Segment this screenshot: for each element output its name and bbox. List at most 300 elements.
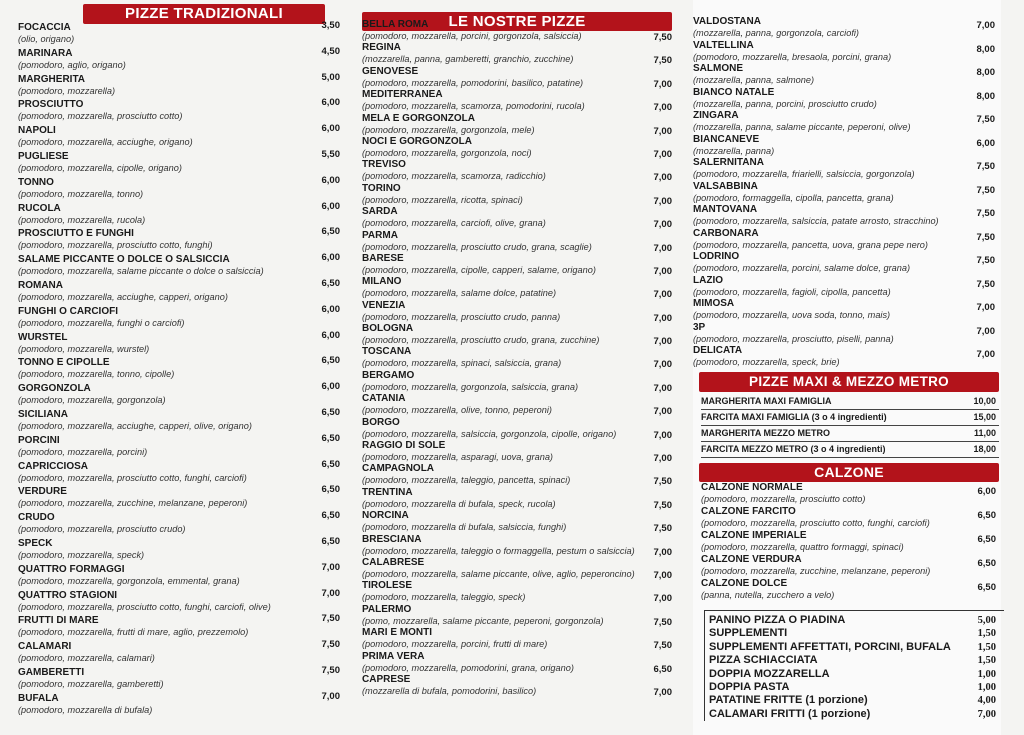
item-name: NOCI E GORGONZOLA — [362, 135, 472, 147]
extra-item — [709, 708, 1004, 721]
item-ingredients: (pomodoro, mozzarella, calamari) — [18, 653, 155, 664]
menu-item — [362, 627, 684, 650]
item-ingredients: (pomodoro, mozzarella, pomodorini, basilico, patatine) — [362, 77, 584, 88]
item-name: TREVISO — [362, 159, 406, 171]
item-ingredients: (pomodoro, mozzarella, porcini, frutti di mare) — [362, 639, 548, 650]
item-ingredients: (pomodoro, mozzarella, friarielli, salsiccia, gorgonzola) — [693, 169, 915, 179]
item-price: 6,50 — [321, 510, 340, 522]
menu-item — [18, 228, 340, 254]
item-price: 1,00 — [977, 682, 996, 694]
item-ingredients: (mozzarella, panna, porcini, prosciutto crudo) — [693, 98, 877, 109]
item-name: SICILIANA — [18, 408, 68, 420]
item-price: 7,00 — [653, 125, 672, 137]
menu-item — [18, 277, 340, 306]
item-ingredients: (pomodoro, mozzarella, prosciutto crudo) — [18, 524, 186, 535]
item-name: VALTELLINA — [693, 39, 754, 51]
item-name: DELICATA — [693, 345, 743, 356]
item-ingredients: (mozzarella, panna, salame piccante, peperoni, olive) — [693, 122, 911, 132]
item-price: 7,50 — [976, 114, 995, 125]
item-ingredients: (pomodoro, mozzarella, spinaci, salsiccia, grana) — [362, 358, 562, 369]
item-name: RUCOLA — [18, 202, 61, 214]
item-ingredients: (pomodoro, mozzarella, pancetta, uova, grana pepe nero) — [693, 239, 928, 250]
item-name: DOPPIA MOZZARELLA — [709, 667, 830, 680]
menu-item — [701, 578, 999, 602]
item-price: 7,00 — [653, 265, 672, 277]
item-ingredients: (pomodoro, mozzarella, gamberetti) — [18, 678, 164, 689]
item-ingredients: (pomodoro, mozzarella, prosciutto crudo, panna) — [362, 311, 561, 322]
item-name: TONNO E CIPOLLE — [18, 357, 110, 369]
menu-item — [693, 204, 1001, 228]
menu-item — [362, 66, 684, 89]
item-price: 6,50 — [321, 277, 340, 289]
item-name: CALZONE IMPERIALE — [701, 530, 807, 541]
item-ingredients: (pomodoro, mozzarella, zucchine, melanzane, peperoni) — [18, 498, 248, 509]
item-name: GAMBERETTI — [18, 666, 85, 678]
extra-item — [709, 668, 1004, 681]
item-price: 7,00 — [653, 593, 672, 605]
menu-item — [362, 487, 684, 510]
item-price: 7,50 — [653, 32, 672, 43]
item-price: 7,00 — [653, 336, 672, 348]
item-name: CALABRESE — [362, 556, 425, 568]
menu-item — [701, 506, 999, 530]
menu-item — [18, 664, 340, 693]
item-name: BIANCANEVE — [693, 133, 760, 145]
item-price: 7,00 — [321, 690, 340, 702]
item-name: CARBONARA — [693, 227, 759, 239]
item-ingredients: (pomodoro, mozzarella, gorgonzola, mele) — [362, 124, 535, 135]
item-ingredients: (pomodoro, mozzarella, olive, tonno, peperoni) — [362, 405, 552, 416]
item-ingredients: (pomodoro, mozzarella, wurstel) — [18, 343, 150, 354]
item-name: VENEZIA — [362, 299, 406, 311]
item-name: PATATINE FRITTE (1 porzione) — [709, 694, 868, 707]
menu-item — [693, 134, 1001, 158]
item-name: QUATTRO FORMAGGI — [18, 563, 125, 575]
item-ingredients: (pomodoro, mozzarella, rucola) — [18, 214, 146, 225]
section-title-maxi: PIZZE MAXI & MEZZO METRO — [699, 372, 999, 392]
item-name: CATANIA — [362, 393, 406, 405]
item-name: MARGHERITA MAXI FAMIGLIA — [701, 396, 832, 406]
item-ingredients: (pomodoro, mozzarella, acciughe, origano) — [18, 137, 193, 148]
item-price: 15,00 — [973, 412, 996, 422]
item-name: MANTOVANA — [693, 204, 758, 215]
item-ingredients: (pomo, mozzarella, salame piccante, peperoni, gorgonzola) — [362, 615, 604, 626]
item-price: 6,50 — [977, 582, 996, 593]
item-name: DOPPIA PASTA — [709, 681, 790, 694]
item-name: TRENTINA — [362, 486, 413, 498]
item-name: SUPPLEMENTI — [709, 627, 788, 640]
menu-item — [18, 406, 340, 435]
item-name: BARESE — [362, 252, 404, 264]
item-ingredients: (pomodoro, mozzarella di bufala, salsiccia, funghi) — [362, 522, 567, 533]
menu-item — [18, 486, 340, 512]
menu-item — [18, 458, 340, 487]
menu-item — [701, 554, 999, 578]
item-price: 3,50 — [321, 20, 340, 31]
item-name: TOSCANA — [362, 346, 412, 358]
item-ingredients: (pomodoro, mozzarella, carciofi, olive, grana) — [362, 218, 546, 229]
item-price: 6,50 — [321, 355, 340, 367]
item-ingredients: (pomodoro, mozzarella, uova soda, tonno, mais) — [693, 310, 891, 320]
extra-item — [709, 681, 1004, 694]
menu-item — [362, 206, 684, 229]
item-ingredients: (pomodoro, mozzarella, porcini, gorgonzola, salsiccia) — [362, 31, 582, 41]
item-ingredients: (pomodoro, mozzarella, fagioli, cipolla, pancetta) — [693, 286, 891, 297]
menu-item — [18, 125, 340, 151]
item-price: 7,50 — [321, 613, 340, 625]
item-price: 1,50 — [977, 641, 996, 653]
item-price: 7,50 — [976, 278, 995, 290]
menu-item — [693, 16, 1001, 40]
maxi-item — [701, 410, 999, 426]
item-ingredients: (pomodoro, mozzarella, funghi o carciofi) — [18, 317, 185, 328]
item-price: 18,00 — [973, 444, 996, 454]
section-title-tradizionali: PIZZE TRADIZIONALI — [83, 4, 325, 24]
item-name: BORGO — [362, 416, 400, 428]
item-ingredients: (pomodoro, mozzarella, taleggio, speck) — [362, 592, 526, 603]
menu-item — [362, 534, 684, 557]
item-price: 7,00 — [653, 382, 672, 394]
item-price: 6,00 — [321, 97, 340, 109]
item-ingredients: (mozzarella, panna, salmone) — [693, 75, 815, 85]
item-ingredients: (pomodoro, mozzarella, salame dolce, patatine) — [362, 288, 557, 299]
item-price: 7,50 — [653, 476, 672, 488]
item-price: 7,00 — [976, 20, 995, 31]
menu-item — [362, 113, 684, 136]
item-price: 6,50 — [977, 510, 996, 521]
menu-item — [18, 561, 340, 590]
item-name: FARCITA MAXI FAMIGLIA (3 o 4 ingredienti) — [701, 412, 887, 422]
menu-item — [362, 440, 684, 463]
menu-item — [362, 651, 684, 674]
item-price: 7,00 — [653, 102, 672, 114]
menu-item — [362, 580, 684, 603]
item-name: BUFALA — [18, 692, 59, 704]
item-ingredients: (olio, origano) — [18, 34, 75, 44]
extra-item — [709, 641, 1004, 654]
item-ingredients: (pomodoro, mozzarella, gorgonzola, noci) — [362, 147, 532, 158]
item-ingredients: (pomodoro, mozzarella, prosciutto, piselli, panna) — [693, 333, 894, 344]
menu-item — [362, 19, 684, 42]
item-name: PROSCIUTTO E FUNGHI — [18, 228, 134, 240]
item-price: 1,00 — [977, 668, 996, 680]
item-ingredients: (pomodoro, mozzarella, salsiccia, gorgonzola, cipolle, origano) — [362, 428, 617, 439]
item-name: CALAMARI — [18, 641, 72, 653]
item-price: 7,50 — [653, 616, 672, 628]
item-name: CALZONE DOLCE — [701, 578, 788, 589]
item-price: 7,50 — [976, 161, 995, 172]
extra-item — [709, 627, 1004, 640]
item-ingredients: (pomodoro, mozzarella, bresaola, porcini, grana) — [693, 51, 892, 62]
item-price: 7,50 — [321, 664, 340, 676]
item-name: MARGHERITA — [18, 73, 86, 85]
menu-item — [18, 148, 340, 177]
menu-item — [693, 181, 1001, 205]
item-price: 5,00 — [977, 615, 996, 626]
item-name: CALZONE NORMALE — [701, 482, 803, 493]
item-ingredients: (pomodoro, mozzarella, prosciutto crudo, grana, scaglie) — [362, 241, 592, 252]
menu-item — [362, 230, 684, 253]
item-ingredients: (pomodoro, mozzarella) — [18, 85, 116, 96]
item-price: 6,00 — [977, 486, 996, 497]
item-price: 6,50 — [321, 226, 340, 238]
menu-item — [18, 615, 340, 641]
item-name: CAPRESE — [362, 673, 411, 685]
menu-item — [18, 535, 340, 564]
item-name: BIANCO NATALE — [693, 86, 775, 98]
menu-list-calzone — [701, 482, 999, 602]
menu-item — [18, 254, 340, 280]
item-name: BOLOGNA — [362, 323, 414, 335]
item-price: 7,00 — [653, 172, 672, 184]
item-name: MIMOSA — [693, 298, 735, 309]
item-price: 1,50 — [977, 628, 996, 640]
menu-item — [18, 690, 340, 719]
item-name: FRUTTI DI MARE — [18, 615, 99, 627]
item-price: 8,00 — [976, 43, 995, 55]
item-name: CRUDO — [18, 512, 55, 524]
item-name: 3P — [693, 321, 706, 333]
menu-item — [18, 587, 340, 616]
item-ingredients: (pomodoro, mozzarella, prosciutto cotto, funghi) — [18, 240, 213, 251]
item-price: 6,50 — [653, 663, 672, 675]
item-ingredients: (pomodoro, mozzarella, zucchine, melanzane, peperoni) — [701, 566, 931, 576]
item-name: FARCITA MEZZO METRO (3 o 4 ingredienti) — [701, 444, 886, 454]
section-title-calzone: CALZONE — [699, 463, 999, 482]
item-ingredients: (pomodoro, mozzarella, gorgonzola, emmental, grana) — [18, 575, 240, 586]
item-ingredients: (pomodoro, mozzarella, prosciutto cotto, funghi, carciofi) — [18, 472, 247, 483]
item-ingredients: (mozzarella, panna) — [693, 145, 775, 156]
extra-item — [709, 654, 1004, 667]
menu-item — [693, 87, 1001, 111]
menu-item — [18, 174, 340, 203]
item-ingredients: (pomodoro, mozzarella di bufala, speck, rucola) — [362, 498, 556, 509]
menu-item — [18, 641, 340, 667]
maxi-item — [701, 394, 999, 410]
menu-item — [362, 323, 684, 346]
item-ingredients: (pomodoro, mozzarella, salsiccia, patate arrosto, stracchino) — [693, 216, 939, 226]
item-price: 7,00 — [653, 312, 672, 324]
menu-item — [18, 303, 340, 332]
menu-item — [362, 136, 684, 159]
item-ingredients: (pomodoro, mozzarella, cipolle, capperi, salame, origano) — [362, 264, 596, 275]
item-price: 6,00 — [321, 381, 340, 393]
menu-item — [18, 45, 340, 74]
menu-item — [362, 300, 684, 323]
item-ingredients: (mozzarella di bufala, pomodorini, basilico) — [362, 685, 537, 696]
item-name: CAMPAGNOLA — [362, 463, 435, 475]
item-ingredients: (pomodoro, formaggella, cipolla, pancetta, grana) — [693, 192, 894, 203]
item-name: MELA E GORGONZOLA — [362, 112, 475, 124]
item-price: 7,50 — [653, 55, 672, 67]
item-price: 6,00 — [321, 200, 340, 212]
menu-item — [362, 674, 684, 697]
item-price: 6,00 — [321, 329, 340, 341]
extra-item — [709, 694, 1004, 707]
item-ingredients: (pomodoro, mozzarella, gorgonzola, salsiccia, grana) — [362, 381, 579, 392]
item-name: SALMONE — [693, 63, 743, 74]
item-price: 6,50 — [321, 535, 340, 547]
item-name: PARMA — [362, 229, 398, 241]
item-price: 6,00 — [321, 123, 340, 135]
item-price: 4,00 — [977, 695, 996, 707]
menu-item — [362, 417, 684, 440]
column-specials — [693, 0, 1001, 735]
item-name: GENOVESE — [362, 65, 419, 77]
item-ingredients: (pomodoro, mozzarella, tonno, cipolle) — [18, 369, 175, 380]
item-name: VERDURE — [18, 486, 67, 498]
extras-box — [704, 610, 1004, 721]
item-price: 7,50 — [653, 640, 672, 652]
item-name: ROMANA — [18, 279, 63, 291]
item-name: SPECK — [18, 537, 53, 549]
menu-item — [362, 276, 684, 299]
menu-item — [18, 432, 340, 461]
item-name: PUGLIESE — [18, 150, 69, 162]
item-price: 7,00 — [653, 148, 672, 160]
item-price: 5,50 — [321, 148, 340, 160]
menu-item — [362, 557, 684, 580]
menu-item — [18, 71, 340, 100]
item-name: FUNGHI O CARCIOFI — [18, 305, 118, 317]
item-name: VALDOSTANA — [693, 16, 761, 27]
menu-item — [362, 346, 684, 369]
menu-item — [693, 228, 1001, 252]
item-ingredients: (pomodoro, mozzarella, ricotta, spinaci) — [362, 194, 523, 205]
item-name: SARDA — [362, 206, 398, 218]
menu-item — [362, 253, 684, 276]
item-name: SUPPLEMENTI AFFETTATI, PORCINI, BUFALA — [709, 640, 951, 653]
item-name: LODRINO — [693, 251, 740, 262]
item-name: BERGAMO — [362, 369, 415, 381]
item-price: 7,00 — [653, 546, 672, 558]
menu-item — [362, 510, 684, 533]
menu-list-maxi — [701, 394, 999, 458]
item-ingredients: (pomodoro, mozzarella di bufala) — [18, 704, 153, 715]
item-price: 7,00 — [653, 406, 672, 418]
menu-list-nostre — [362, 19, 684, 697]
item-ingredients: (pomodoro, mozzarella, pomodorini, grana, origano) — [362, 662, 574, 673]
menu-item — [693, 251, 1001, 275]
item-price: 5,00 — [321, 71, 340, 83]
menu-item — [362, 393, 684, 416]
item-price: 6,50 — [977, 558, 996, 569]
menu-list-tradizionali — [18, 22, 340, 719]
item-ingredients: (pomodoro, mozzarella, prosciutto cotto, funghi, carciofi, olive) — [18, 601, 271, 612]
item-name: RAGGIO DI SOLE — [362, 440, 446, 452]
item-ingredients: (pomodoro, mozzarella, salame piccante o dolce o salsiccia) — [18, 266, 264, 277]
menu-item — [18, 329, 340, 358]
item-ingredients: (pomodoro, mozzarella, prosciutto crudo, grana, zucchine) — [362, 335, 600, 346]
item-ingredients: (pomodoro, mozzarella, speck, brie) — [693, 357, 840, 367]
item-name: MEDITERRANEA — [362, 89, 443, 101]
item-ingredients: (pomodoro, mozzarella, speck) — [18, 549, 145, 560]
item-name: SALAME PICCANTE O DOLCE O SALSICCIA — [18, 254, 230, 266]
item-name: CALAMARI FRITTI (1 porzione) — [709, 707, 871, 720]
item-price: 7,00 — [321, 587, 340, 599]
item-price: 7,00 — [653, 569, 672, 581]
item-name: ZINGARA — [693, 110, 739, 121]
menu-item — [362, 604, 684, 627]
item-price: 6,50 — [321, 484, 340, 496]
item-ingredients: (pomodoro, mozzarella, asparagi, uova, grana) — [362, 452, 553, 463]
item-ingredients: (pomodoro, mozzarella, acciughe, capperi, olive, origano) — [18, 420, 252, 431]
extra-item — [709, 614, 1004, 627]
item-ingredients: (pomodoro, mozzarella, scamorza, pomodorini, rucola) — [362, 101, 585, 112]
item-name: PORCINI — [18, 434, 60, 446]
item-name: TIROLESE — [362, 580, 413, 592]
item-name: GORGONZOLA — [18, 383, 91, 395]
menu-item — [362, 370, 684, 393]
item-price: 7,00 — [653, 429, 672, 441]
item-price: 6,50 — [977, 534, 996, 545]
item-price: 7,50 — [653, 499, 672, 511]
item-ingredients: (pomodoro, mozzarella, quattro formaggi, spinaci) — [701, 542, 904, 552]
item-ingredients: (pomodoro, mozzarella, prosciutto cotto) — [18, 111, 183, 122]
item-name: SALERNITANA — [693, 157, 764, 168]
item-price: 6,00 — [321, 303, 340, 315]
item-price: 6,50 — [321, 458, 340, 470]
maxi-item — [701, 426, 999, 442]
item-price: 7,00 — [653, 195, 672, 207]
item-price: 7,00 — [976, 349, 995, 360]
item-price: 7,00 — [653, 242, 672, 254]
item-name: PIZZA SCHIACCIATA — [709, 654, 818, 667]
item-price: 7,50 — [653, 523, 672, 535]
item-price: 11,00 — [973, 428, 996, 438]
menu-item — [18, 357, 340, 383]
item-price: 10,00 — [973, 396, 996, 406]
menu-item — [18, 99, 340, 125]
item-price: 7,50 — [976, 208, 995, 219]
item-ingredients: (pomodoro, mozzarella, scamorza, radicchio) — [362, 171, 546, 182]
item-price: 7,00 — [976, 302, 995, 313]
item-name: LAZIO — [693, 274, 723, 286]
item-ingredients: (pomodoro, mozzarella, porcini, salame dolce, grana) — [693, 263, 911, 273]
item-name: TONNO — [18, 176, 54, 188]
menu-item — [693, 298, 1001, 322]
item-price: 8,00 — [976, 67, 995, 78]
item-price: 7,50 — [321, 639, 340, 651]
item-name: MILANO — [362, 276, 402, 288]
item-name: PRIMA VERA — [362, 650, 425, 662]
item-price: 6,50 — [321, 406, 340, 418]
menu-item — [362, 183, 684, 206]
item-name: QUATTRO STAGIONI — [18, 589, 118, 601]
item-name: PALERMO — [362, 603, 412, 615]
menu-item — [693, 63, 1001, 87]
menu-item — [693, 345, 1001, 369]
menu-list-speciali — [693, 16, 1001, 369]
item-name: BELLA ROMA — [362, 19, 429, 30]
menu-item — [693, 322, 1001, 346]
item-price: 7,00 — [976, 325, 995, 337]
item-ingredients: (pomodoro, mozzarella, prosciutto cotto) — [701, 494, 866, 504]
menu-item — [693, 40, 1001, 64]
item-price: 6,00 — [321, 252, 340, 264]
item-price: 7,00 — [653, 453, 672, 465]
item-price: 7,00 — [653, 686, 672, 698]
item-name: NAPOLI — [18, 125, 56, 137]
item-ingredients: (pomodoro, mozzarella, taleggio o formaggella, pestum o salsiccia) — [362, 545, 635, 556]
item-price: 8,00 — [976, 90, 995, 102]
item-ingredients: (pomodoro, mozzarella, tonno) — [18, 188, 144, 199]
item-ingredients: (pomodoro, mozzarella, gorgonzola) — [18, 395, 166, 406]
item-ingredients: (pomodoro, mozzarella, salame piccante, olive, aglio, peperoncino) — [362, 568, 635, 579]
menu-item — [18, 383, 340, 409]
menu-item — [693, 275, 1001, 299]
item-name: PANINO PIZZA O PIADINA — [709, 614, 846, 626]
